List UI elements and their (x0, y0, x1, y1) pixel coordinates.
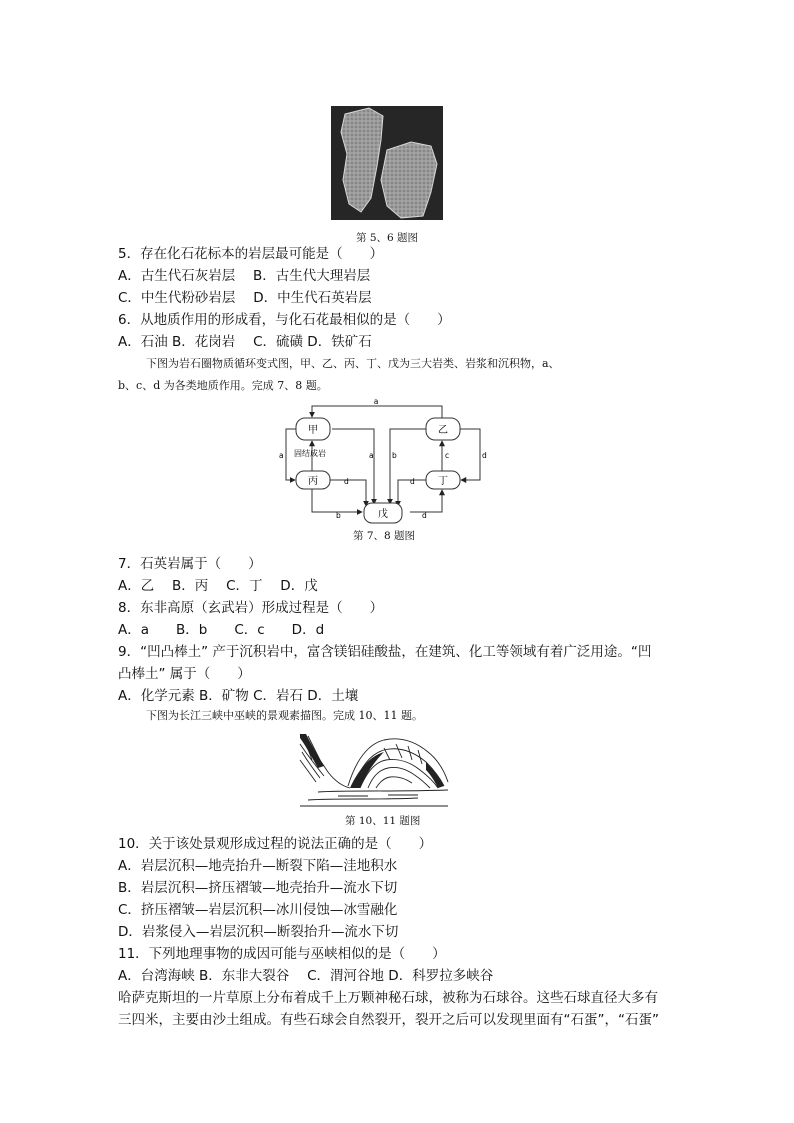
q11-options: A．台湾海峡 B．东非大裂谷 C．渭河谷地 D．科罗拉多峡谷 (118, 968, 494, 984)
gorge-sketch (298, 730, 450, 808)
q8-stem: 8．东非高原（玄武岩）形成过程是（ ） (118, 600, 384, 616)
node-bing (296, 471, 330, 489)
gorge-figure-caption: 第 10、11 题图 (345, 815, 421, 827)
passage-line2: 三四米，主要由沙土组成。有些石球会自然裂开，裂开之后可以发现里面有“石蛋”，“石蛋” (118, 1012, 659, 1028)
q10-stem: 10．关于该处景观形成过程的说法正确的是（ ） (118, 836, 433, 852)
intro-7-8-line1: 下图为岩石圈物质循环变式图，甲、乙、丙、丁、戊为三大岩类、岩浆和沉积物，a、 (146, 357, 560, 370)
fossil-rocks-image (331, 106, 443, 220)
q10-option-a: A．岩层沉积—地壳抬升—断裂下陷—洼地积水 (118, 858, 398, 874)
intro-10-11: 下图为长江三峡中巫峡的景观素描图。完成 10、11 题。 (146, 709, 423, 722)
cycle-figure-caption: 第 7、8 题图 (353, 530, 416, 542)
arrow-label-a-center: a (369, 451, 374, 460)
fossil-figure-caption: 第 5、6 题图 (356, 232, 419, 244)
intro-7-8-line2: b、c、d 为各类地质作用。完成 7、8 题。 (118, 379, 328, 392)
svg-text:戊: 戊 (378, 509, 388, 520)
node-wu (364, 503, 402, 523)
q10-option-c: C．挤压褶皱—岩层沉积—冰川侵蚀—冰雪融化 (118, 902, 398, 918)
label-consolidation: 固结成岩 (294, 449, 326, 458)
passage-line1: 哈萨克斯坦的一片草原上分布着成千上万颗神秘石球，被称为石球谷。这些石球直径大多有 (118, 990, 658, 1006)
arrow-label-a-top: a (373, 397, 379, 406)
q6-options: A．石油 B．花岗岩 C．硫磺 D．铁矿石 (118, 334, 372, 350)
rock-cycle-diagram (270, 396, 496, 526)
arrow-label-b-center: b (392, 451, 397, 460)
svg-text:甲: 甲 (308, 425, 318, 436)
arrow-label-a-left: a (279, 451, 284, 460)
q7-stem: 7．石英岩属于（ ） (118, 556, 262, 572)
q11-stem: 11．下列地理事物的成因可能与巫峡相似的是（ ） (118, 946, 446, 962)
svg-text:丙: 丙 (308, 476, 318, 487)
arrow-label-d-left: d (344, 477, 349, 486)
arrow-label-d-right: d (482, 451, 487, 460)
q10-option-b: B．岩层沉积—挤压褶皱—地壳抬升—流水下切 (118, 880, 398, 896)
q5-stem: 5．存在化石花标本的岩层最可能是（ ） (118, 246, 384, 262)
arrow-label-d-right-mid: d (410, 477, 415, 486)
arrow-label-c: c (445, 451, 450, 460)
q9-stem-line1: 9．“凹凸棒土” 产于沉积岩中，富含镁铝硅酸盐，在建筑、化工等领域有着广泛用途。“凹 (118, 644, 652, 660)
q5-options-ab: A．古生代石灰岩层 B．古生代大理岩层 (118, 268, 371, 284)
q10-option-d: D．岩浆侵入—岩层沉积—断裂抬升—流水下切 (118, 924, 399, 940)
q8-options: A．a B．b C．c D．d (118, 622, 325, 638)
q7-options: A．乙 B．丙 C．丁 D．戊 (118, 578, 318, 594)
svg-text:乙: 乙 (438, 425, 448, 436)
node-yi (426, 418, 460, 440)
q5-options-cd: C．中生代粉砂岩层 D．中生代石英岩层 (118, 290, 372, 306)
fossil-photo (331, 106, 443, 220)
q9-stem-line2: 凸棒土” 属于（ ） (118, 666, 251, 682)
arrow-label-b-bottom: b (336, 511, 341, 520)
arrow-label-d-bottom: d (422, 511, 427, 520)
node-ding (426, 471, 460, 489)
q9-options: A．化学元素 B．矿物 C．岩石 D．土壤 (118, 688, 359, 704)
q6-stem: 6．从地质作用的形成看，与化石花最相似的是（ ） (118, 312, 451, 328)
node-jia (296, 418, 330, 440)
svg-text:丁: 丁 (438, 476, 448, 487)
